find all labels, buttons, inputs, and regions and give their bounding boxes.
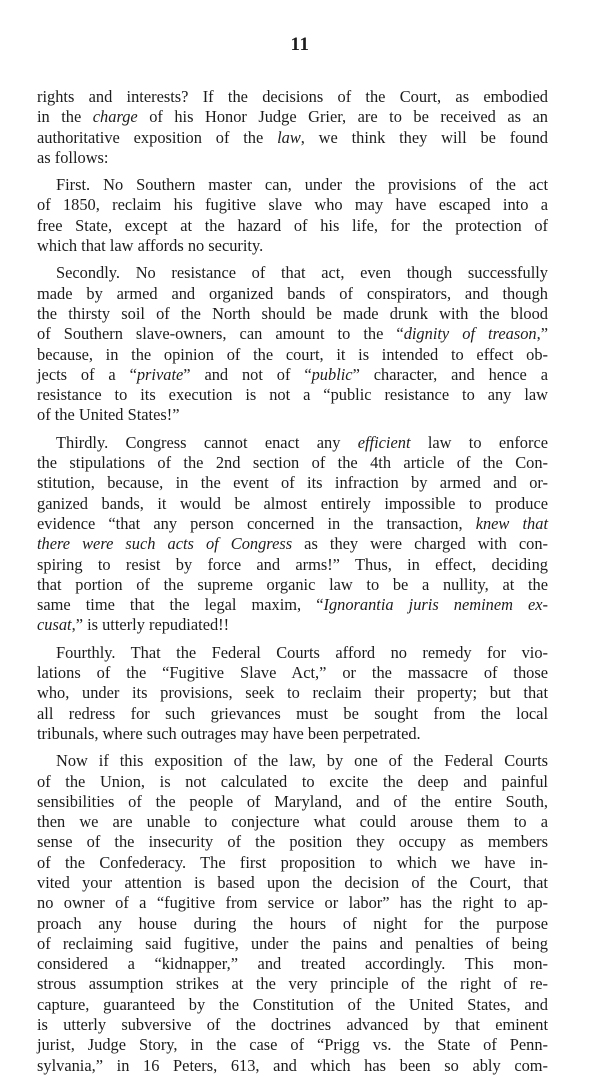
text-line <box>37 595 548 615</box>
italic-text: public <box>311 364 353 384</box>
text-line <box>37 473 548 493</box>
text-run: because, in the opinion of the court, it is intended to effect ob- <box>37 344 548 364</box>
text-line <box>37 514 548 534</box>
text-line <box>37 704 548 724</box>
text-run: considered a “kidnapper,” and treated accordingly. This mon- <box>37 954 548 974</box>
text-run: of the Union, is not calculated to excite the deep and painful <box>37 771 548 791</box>
text-run: made by armed and organized bands of conspirators, and though <box>37 283 548 303</box>
text-line <box>37 365 548 385</box>
text-line <box>37 853 548 873</box>
text-run: , we think they will be found <box>300 127 548 147</box>
italic-text: there were such acts of Congress <box>37 534 293 554</box>
text-run: ganized bands, it would be almost entirely impossible to produce <box>37 493 548 513</box>
paragraph <box>37 751 548 1076</box>
paragraph <box>37 433 548 636</box>
text-line <box>37 148 548 168</box>
text-run: same time that the legal maxim, “ <box>37 595 324 615</box>
text-run: jects of a “ <box>37 364 137 384</box>
text-run: as follows: <box>37 147 109 167</box>
italic-text: private <box>136 364 184 384</box>
text-line <box>37 934 548 954</box>
paragraph <box>37 263 548 425</box>
text-run: sense of the insecurity of the position they occupy as members <box>37 832 548 852</box>
text-line <box>37 345 548 365</box>
text-line <box>37 643 548 663</box>
text-run: rights and interests? If the decisions of the Court, as embodied <box>37 87 548 106</box>
text-run: Thirdly. Congress cannot enact any <box>56 432 358 452</box>
text-run: spiring to resist by force and arms!” Thus, in effect, deciding <box>37 554 548 574</box>
paragraph-gap <box>37 168 548 175</box>
paragraph-gap <box>37 744 548 751</box>
text-run: stitution, because, in the event of its infraction by armed and or- <box>37 473 548 493</box>
text-run: of his Honor Judge Grier, are to be received as an <box>137 107 548 127</box>
text-run: all redress for such grievances must be sought from the local <box>37 703 548 723</box>
text-run: which that law affords no security. <box>37 236 264 256</box>
text-run: that portion of the supreme organic law to be a nullity, at the <box>37 574 548 594</box>
text-line <box>37 995 548 1015</box>
text-line <box>37 385 548 405</box>
text-line <box>37 216 548 236</box>
body-text <box>37 87 548 1076</box>
paragraph <box>37 643 548 744</box>
text-line <box>37 724 548 744</box>
text-run: evidence “that any person concerned in the transaction, <box>37 513 476 533</box>
text-line <box>37 453 548 473</box>
text-line <box>37 324 548 344</box>
text-line <box>37 873 548 893</box>
text-run: in the <box>37 107 93 127</box>
text-line <box>37 494 548 514</box>
text-line <box>37 914 548 934</box>
text-run: Fourthly. That the Federal Courts afford no remedy for vio- <box>56 642 548 662</box>
text-run: strous assumption strikes at the very principle of the right of re- <box>37 974 548 994</box>
italic-text: dignity of treason <box>403 324 537 344</box>
text-line <box>37 284 548 304</box>
text-line <box>37 555 548 575</box>
text-run: Secondly. No resistance of that act, even though successfully <box>56 263 548 283</box>
text-run: proach any house during the hours of night for the purpose <box>37 913 548 933</box>
text-line <box>37 107 548 127</box>
text-run: is utterly subversive of the doctrines advanced by that eminent <box>37 1015 548 1035</box>
text-line <box>37 751 548 771</box>
text-run: ” character, and hence a <box>352 364 548 384</box>
text-line <box>37 1035 548 1055</box>
paragraph-gap <box>37 636 548 643</box>
text-run: of the United States!” <box>37 405 180 425</box>
text-line <box>37 1015 548 1035</box>
paragraph-gap <box>37 256 548 263</box>
text-run: capture, guaranteed by the Constitution of the United States, and <box>37 994 548 1014</box>
paragraph <box>37 175 548 256</box>
text-line <box>37 433 548 453</box>
paragraph <box>37 87 548 168</box>
italic-text: charge <box>92 107 138 127</box>
text-run: resistance to its execution is not a “public resistance to any law <box>37 385 548 405</box>
text-run: of reclaiming said fugitive, under the pains and penalties of being <box>37 933 548 953</box>
text-run: no owner of a “fugitive from service or labor” has the right to ap- <box>37 893 548 913</box>
text-run: jurist, Judge Story, in the case of “Prigg vs. the State of Penn- <box>37 1035 548 1055</box>
text-run: of the Confederacy. The first proposition to which we have in- <box>37 852 548 872</box>
text-line <box>37 893 548 913</box>
text-line <box>37 304 548 324</box>
italic-text: knew that <box>475 513 549 533</box>
text-line <box>37 575 548 595</box>
text-run: sensibilities of the people of Maryland, and of the entire South, <box>37 791 548 811</box>
text-run: tribunals, where such outrages may have been perpetrated. <box>37 723 421 743</box>
text-line <box>37 128 548 148</box>
text-run: free State, except at the hazard of his life, for the protection of <box>37 215 548 235</box>
text-run: First. No Southern master can, under the provisions of the act <box>56 175 548 195</box>
text-run: as they were charged with con- <box>292 534 549 554</box>
text-line <box>37 534 548 554</box>
text-run: law to enforce <box>410 432 549 452</box>
italic-text: efficient <box>357 432 411 452</box>
text-line <box>37 974 548 994</box>
paragraph-gap <box>37 426 548 433</box>
text-run: who, under its provisions, seek to reclaim their property; but that <box>37 683 548 703</box>
text-line <box>37 195 548 215</box>
text-run: ,” is utterly repudiated!! <box>71 615 230 635</box>
text-line <box>37 405 548 425</box>
text-run: sylvania,” in 16 Peters, 613, and which has been so ably com- <box>37 1055 548 1075</box>
italic-text: cusat <box>37 615 72 635</box>
text-line <box>37 792 548 812</box>
text-run: Now if this exposition of the law, by one of the Federal Courts <box>56 751 548 771</box>
italic-text: Ignorantia juris neminem ex- <box>323 595 548 615</box>
text-line <box>37 263 548 283</box>
text-run: of 1850, reclaim his fugitive slave who may have escaped into a <box>37 195 548 215</box>
text-line <box>37 954 548 974</box>
text-run: lations of the “Fugitive Slave Act,” or the massacre of those <box>37 663 548 683</box>
page-number: 11 <box>290 34 310 55</box>
text-run: ” and not of “ <box>183 364 312 384</box>
text-run: the stipulations of the 2nd section of the 4th article of the Con- <box>37 453 548 473</box>
text-line <box>37 772 548 792</box>
text-run: then we are unable to conjecture what could arouse them to a <box>37 812 548 832</box>
text-run: of Southern slave-owners, can amount to the “ <box>37 324 404 344</box>
text-run: authoritative exposition of the <box>37 127 278 147</box>
text-line <box>37 87 548 107</box>
text-line <box>37 175 548 195</box>
text-line <box>37 832 548 852</box>
text-line <box>37 683 548 703</box>
text-run: the thirsty soil of the North should be made drunk with the blood <box>37 303 548 323</box>
text-line <box>37 236 548 256</box>
text-line <box>37 615 548 635</box>
text-line <box>37 812 548 832</box>
text-run: ,” <box>536 324 548 344</box>
italic-text: law <box>277 127 301 147</box>
text-line <box>37 663 548 683</box>
text-run: vited your attention is based upon the decision of the Court, that <box>37 872 548 892</box>
